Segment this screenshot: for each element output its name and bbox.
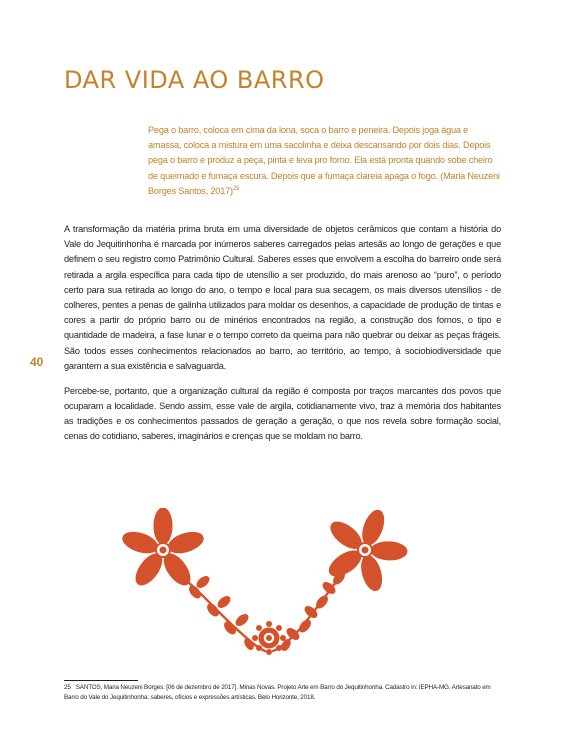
- floral-vine-ornament-icon: [103, 508, 433, 670]
- chapter-title: DAR VIDA AO BARRO: [64, 66, 325, 94]
- footnote-divider: [64, 680, 138, 681]
- epigraph-text: Pega o barro, coloca em cima da lona, soca o barro e peneira. Depois joga água e amassa, coloca a mistura em uma sacolinha e deixa descansando por dois dias. Depois pega o barro e produz a peça, pinta e leva pro forno. Ela está pronta quando sobe cheiro de queimado e fumaça escura. Depois que a fumaça clareia apaga o fogo. (Maria Neuzeni Borges Santos, 2017): [148, 125, 500, 196]
- epigraph-quote: [148, 123, 500, 199]
- page-number: 40: [30, 355, 44, 369]
- body-paragraph: Percebe-se, portanto, que a organização cultural da região é composta por traços marcantes dos povos que ocuparam a localidade. Sendo assim, esse vale de argila, cotidianamente vivo, traz à memória dos habitantes as tradições e os conhecimentos passados de geração a geração, o que nos revela sobre formação social, cenas do cotidiano, saberes, imaginários e crenças que se moldam no barro.: [64, 385, 501, 442]
- footnote-number: 25: [64, 684, 71, 691]
- body-text: [64, 222, 501, 454]
- epigraph-footnote-ref[interactable]: 25: [232, 185, 240, 192]
- footnote: [64, 683, 501, 702]
- body-paragraph: A transformação da matéria prima bruta em uma diversidade de objetos cerâmicos que contam a história do Vale do Jequitinhonha é marcada por inúmeros saberes carregados pelas artesãs ao longo de gerações e que definem o seu registro como Patrimônio Cultural. Saberes esses que envolvem a escolha do barreiro onde será retirada a argila específica para cada tipo de utensílio a ser produzido, do mais arenoso ao “puro”, o período certo para sua retirada ao longo do ano, o tempo e local para sua secagem, os mais diversos utensílios - de colheres, pentes a penas de galinha utilizados para moldar os desenhos, a capacidade de produção de tintas e cores a partir do próprio barro ou de minérios encontrados na região, a construção dos fornos, o tipo e quantidade de madeira, a fase lunar e o tempo correto da queima para não quebrar ou deixar as peças frágeis. São todos esses conhecimentos relacionados ao barro, ao território, ao tempo, à sociobiodiversidade que garantem a sua existência e salvaguarda.: [64, 224, 501, 371]
- footnote-text: SANTOS, Maria Neuzeni Borges. [06 de dezembro de 2017]. Minas Novas. Projeto Arte em Barro do Jequitinhonha. Cadastro in: IEPHA-MG. Artesanato em Barro do Vale do Jequitinhonha: saberes, ofícios e expressões artísticas. Belo Horizonte, 2018.: [64, 684, 491, 701]
